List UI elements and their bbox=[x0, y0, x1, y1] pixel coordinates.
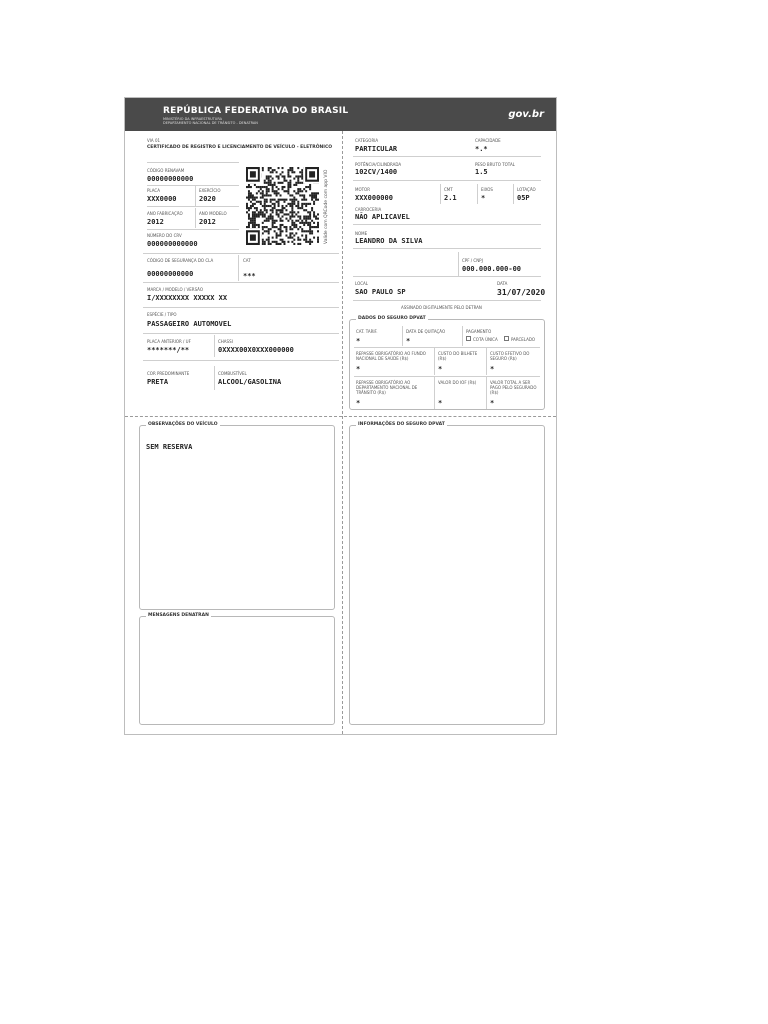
carroceria-label: CARROCERIA bbox=[355, 207, 382, 212]
iof-label: VALOR DO IOF (R$) bbox=[438, 380, 477, 385]
crv-value: 000000000000 bbox=[147, 240, 198, 248]
fold-line-vertical bbox=[342, 131, 343, 734]
custo-efetivo-value: * bbox=[490, 365, 495, 373]
divider bbox=[143, 282, 339, 283]
eixos-label: EIXOS bbox=[481, 187, 493, 192]
nome-label: NOME bbox=[355, 231, 368, 236]
chassi-label: CHASSI bbox=[218, 339, 233, 344]
categoria-label: CATEGORIA bbox=[355, 138, 379, 143]
divider bbox=[458, 252, 459, 276]
divider bbox=[195, 186, 196, 206]
renavam-value: 00000000000 bbox=[147, 175, 194, 183]
divider bbox=[238, 255, 239, 281]
repasse-denatran-value: * bbox=[356, 399, 361, 407]
repasse-sus-label: REPASSE OBRIGATÓRIO AO FUNDO NACIONAL DE SAÚDE (R$) bbox=[356, 351, 426, 361]
cat-label: CAT bbox=[243, 258, 251, 263]
marca-value: I/XXXXXXXX XXXXX XX bbox=[147, 294, 228, 302]
data-quitacao-label: DATA DE QUITAÇÃO bbox=[406, 329, 446, 334]
fold-line-horizontal bbox=[125, 416, 556, 417]
capacidade-label: CAPACIDADE bbox=[475, 138, 501, 143]
combustivel-label: COMBUSTÍVEL bbox=[218, 371, 247, 376]
cor-value: PRETA bbox=[147, 378, 169, 386]
govbr-logo: gov.br bbox=[508, 109, 544, 120]
chassi-value: 0XXXX00X0XXX000000 bbox=[218, 346, 294, 354]
observacoes-box bbox=[139, 422, 335, 610]
cat-tarif-label: CAT. TARIF. bbox=[356, 329, 378, 334]
cpf-value: 000.000.000-00 bbox=[462, 265, 522, 273]
mensagens-box bbox=[139, 613, 335, 725]
data-quitacao-value: * bbox=[406, 337, 411, 345]
potencia-value: 102CV/1400 bbox=[355, 168, 398, 176]
via-label: VIA 01 bbox=[147, 138, 161, 143]
combustivel-value: ALCOOL/GASOLINA bbox=[218, 378, 282, 386]
cor-label: COR PREDOMINANTE bbox=[147, 371, 190, 376]
divider bbox=[434, 377, 435, 409]
cpf-label: CPF / CNPJ bbox=[462, 258, 483, 263]
divider bbox=[440, 184, 441, 204]
divider bbox=[486, 348, 487, 375]
exercicio-value: 2020 bbox=[199, 195, 216, 203]
dpvat-title: DADOS DO SEGURO DPVAT bbox=[358, 316, 426, 321]
dpvat-data-box bbox=[349, 316, 545, 410]
placa-anterior-value: *******/** bbox=[147, 346, 190, 354]
motor-value: XXX000000 bbox=[355, 194, 393, 202]
divider bbox=[477, 184, 478, 204]
divider bbox=[513, 184, 514, 204]
cmt-label: CMT bbox=[444, 187, 453, 192]
custo-bilhete-label: CUSTO DO BILHETE (R$) bbox=[438, 351, 478, 361]
divider bbox=[143, 333, 339, 334]
eixos-value: * bbox=[481, 194, 486, 202]
motor-label: MOTOR bbox=[355, 187, 370, 192]
crlv-document bbox=[124, 97, 557, 735]
header-subtitle-ministry: MINISTÉRIO DA INFRAESTRUTURA bbox=[163, 117, 223, 121]
exercicio-label: EXERCÍCIO bbox=[199, 188, 221, 193]
cat-tarif-value: * bbox=[356, 337, 361, 345]
divider bbox=[353, 300, 541, 301]
divider bbox=[147, 206, 239, 207]
data-value: 31/07/2020 bbox=[497, 288, 546, 297]
cmt-value: 2.1 bbox=[444, 194, 457, 202]
divider bbox=[143, 307, 339, 308]
header-title: REPÚBLICA FEDERATIVA DO BRASIL bbox=[163, 106, 349, 116]
ano-fabricacao-value: 2012 bbox=[147, 218, 164, 226]
peso-value: 1.5 bbox=[475, 168, 488, 176]
divider bbox=[143, 360, 339, 361]
document-header bbox=[125, 98, 556, 131]
cota-unica-label: COTA ÚNICA bbox=[473, 337, 498, 342]
observacoes-title: OBSERVAÇÕES DO VEÍCULO bbox=[148, 422, 218, 427]
divider bbox=[353, 276, 541, 277]
renavam-label: CÓDIGO RENAVAM bbox=[147, 168, 185, 173]
codigo-seguranca-label: CÓDIGO DE SEGURANÇA DO CLA bbox=[147, 258, 214, 263]
divider bbox=[214, 335, 215, 357]
iof-value: * bbox=[438, 399, 443, 407]
document-title: CERTIFICADO DE REGISTRO E LICENCIAMENTO DE VEÍCULO - ELETRÔNICO bbox=[147, 145, 333, 150]
capacidade-value: *.* bbox=[475, 145, 488, 153]
data-label: DATA bbox=[497, 281, 508, 286]
divider bbox=[486, 377, 487, 409]
assinado-digitalmente: ASSINADO DIGITALMENTE PELO DETRAN bbox=[401, 305, 482, 310]
placa-anterior-label: PLACA ANTERIOR / UF bbox=[147, 339, 191, 344]
ano-fabricacao-label: ANO FABRICAÇÃO bbox=[147, 211, 183, 216]
nome-value: LEANDRO DA SILVA bbox=[355, 237, 423, 245]
qr-code bbox=[246, 167, 319, 245]
divider bbox=[353, 248, 541, 249]
divider bbox=[354, 347, 540, 348]
potencia-label: POTÊNCIA/CILINDRADA bbox=[355, 162, 402, 167]
placa-value: XXX0000 bbox=[147, 195, 177, 203]
repasse-sus-value: * bbox=[356, 365, 361, 373]
header-subtitle-department: DEPARTAMENTO NACIONAL DE TRÂNSITO - DENATRAN bbox=[163, 121, 258, 125]
observacoes-text: SEM RESERVA bbox=[146, 443, 193, 451]
divider bbox=[402, 326, 403, 346]
divider bbox=[353, 180, 541, 181]
ano-modelo-value: 2012 bbox=[199, 218, 216, 226]
divider bbox=[214, 366, 215, 390]
lotacao-value: 05P bbox=[517, 194, 530, 202]
especie-value: PASSAGEIRO AUTOMOVEL bbox=[147, 320, 232, 328]
valor-total-label: VALOR TOTAL A SER PAGO PELO SEGURADO (R$) bbox=[490, 380, 537, 395]
divider bbox=[353, 224, 541, 225]
info-dpvat-box bbox=[349, 422, 545, 725]
divider bbox=[434, 348, 435, 375]
categoria-value: PARTICULAR bbox=[355, 145, 398, 153]
pagamento-label: PAGAMENTO bbox=[466, 329, 492, 334]
divider bbox=[354, 376, 540, 377]
local-value: SAO PAULO SP bbox=[355, 288, 406, 296]
qr-validation-note: Valide com QRCode com app VIO bbox=[324, 169, 329, 244]
marca-label: MARCA / MODELO / VERSÃO bbox=[147, 287, 203, 292]
divider bbox=[353, 156, 541, 157]
divider bbox=[143, 253, 339, 254]
divider bbox=[147, 185, 239, 186]
divider bbox=[147, 229, 239, 230]
especie-label: ESPÉCIE / TIPO bbox=[147, 312, 177, 317]
cat-value: *** bbox=[243, 272, 256, 280]
crv-label: NÚMERO DO CRV bbox=[147, 233, 182, 238]
parcelado-label: PARCELADO bbox=[511, 337, 536, 342]
peso-label: PESO BRUTO TOTAL bbox=[475, 162, 515, 167]
codigo-seguranca-value: 00000000000 bbox=[147, 270, 194, 278]
custo-efetivo-label: CUSTO EFETIVO DO SEGURO (R$) bbox=[490, 351, 530, 361]
valor-total-value: * bbox=[490, 399, 495, 407]
repasse-denatran-label: REPASSE OBRIGATÓRIO AO DEPARTAMENTO NACIONAL DE TRÂNSITO (R$) bbox=[356, 380, 418, 395]
carroceria-value: NÃO APLICAVEL bbox=[355, 213, 410, 221]
divider bbox=[195, 208, 196, 228]
ano-modelo-label: ANO MODELO bbox=[199, 211, 227, 216]
info-dpvat-title: INFORMAÇÕES DO SEGURO DPVAT bbox=[358, 422, 445, 427]
parcelado-checkbox[interactable] bbox=[504, 336, 509, 341]
local-label: LOCAL bbox=[355, 281, 368, 286]
divider bbox=[462, 326, 463, 346]
placa-label: PLACA bbox=[147, 188, 160, 193]
lotacao-label: LOTAÇÃO bbox=[517, 187, 536, 192]
divider bbox=[147, 162, 239, 163]
cota-unica-checkbox[interactable] bbox=[466, 336, 471, 341]
custo-bilhete-value: * bbox=[438, 365, 443, 373]
mensagens-title: MENSAGENS DENATRAN bbox=[148, 613, 209, 618]
